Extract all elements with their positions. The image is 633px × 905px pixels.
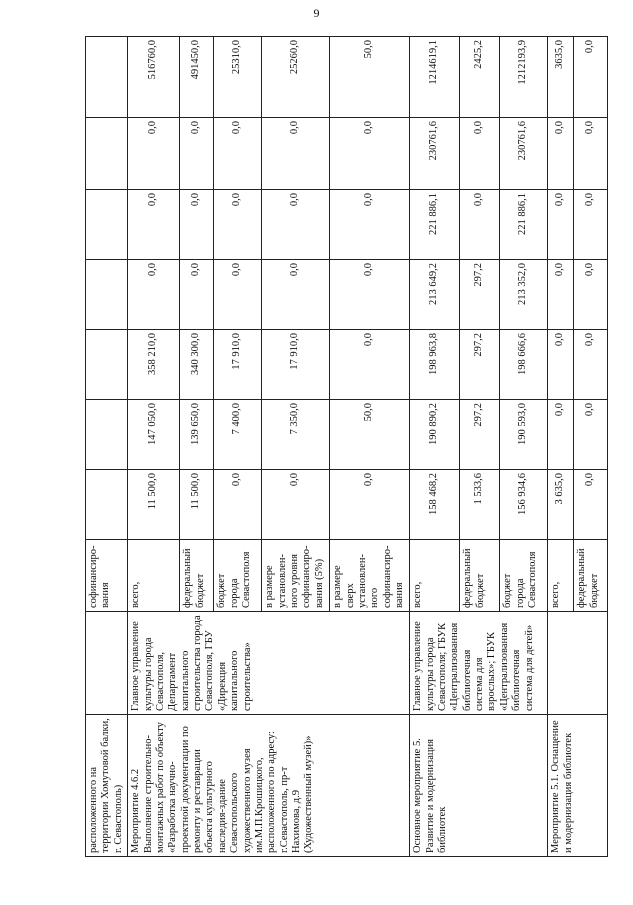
source-cell: бюджет города Севастополя [214,540,262,612]
value-cell: 340 300,0 [180,330,214,400]
value-cell: 0,0 [330,190,410,260]
value-cell: 230761,6 [500,118,548,190]
value-cell: 0,0 [548,190,574,260]
source-cell: в размере сверх установлен-ного софинансиро-вания [330,540,410,612]
value-cell: 0,0 [214,470,262,540]
value-cell: 25310,0 [214,37,262,118]
value-cell: 0,0 [262,118,330,190]
source-cell: всего, [548,540,574,612]
value-cell: 50,0 [330,400,410,470]
value-cell: 0,0 [574,470,608,540]
value-cell: 147 050,0 [128,400,180,470]
rotated-table-content [85,37,605,857]
value-cell: 0,0 [262,470,330,540]
value-cell: 158 468,2 [410,470,460,540]
value-cell: 0,0 [548,400,574,470]
value-cell [86,330,128,400]
value-cell: 297,2 [460,260,500,330]
measure-cell: Мероприятие 4.6.2 Выполнение строительно-монтажных работ по объекту «Разработка научно-проектной документации по ремонту и реставрации объекта культурного наследия-здание Севастопольского художественного музея им.М.П.Крошицкого, расположенного по адресу: г.Севастополь, пр-т Нахимова, д.9 (Художественный музей)» [128,715,410,857]
value-cell: 0,0 [460,118,500,190]
table-row [128,37,180,857]
source-cell: федеральный бюджет [180,540,214,612]
source-cell: всего, [410,540,460,612]
value-cell [86,400,128,470]
value-cell: 516760,0 [128,37,180,118]
value-cell: 297,2 [460,400,500,470]
value-cell: 0,0 [330,470,410,540]
value-cell: 17 910,0 [214,330,262,400]
value-cell: 230761,6 [410,118,460,190]
value-cell: 0,0 [330,330,410,400]
table-row [410,37,460,857]
value-cell: 0,0 [574,260,608,330]
measure-cell: Мероприятие 5.1. Оснащение и модернизация библиотек [548,715,608,857]
value-cell: 297,2 [460,330,500,400]
value-cell: 156 934,6 [500,470,548,540]
value-cell: 25260,0 [262,37,330,118]
value-cell: 0,0 [460,190,500,260]
value-cell [86,37,128,118]
executor-cell [86,612,128,715]
value-cell: 3 635,0 [548,470,574,540]
source-cell: всего, [128,540,180,612]
value-cell: 213 352,0 [500,260,548,330]
value-cell: 0,0 [548,330,574,400]
value-cell: 0,0 [128,190,180,260]
value-cell: 221 886,1 [500,190,548,260]
value-cell [86,260,128,330]
value-cell: 0,0 [262,260,330,330]
value-cell: 190 890,2 [410,400,460,470]
value-cell: 358 210,0 [128,330,180,400]
source-cell: бюджет города Севастополя [500,540,548,612]
value-cell: 1212193,9 [500,37,548,118]
table-row [86,37,128,857]
value-cell: 0,0 [128,260,180,330]
value-cell: 0,0 [574,37,608,118]
value-cell: 0,0 [574,118,608,190]
value-cell: 7 350,0 [262,400,330,470]
value-cell: 11 500,0 [128,470,180,540]
value-cell: 190 593,0 [500,400,548,470]
value-cell: 0,0 [180,260,214,330]
value-cell: 1214619,1 [410,37,460,118]
source-cell: софинансиро-вания [86,540,128,612]
executor-cell [548,612,608,715]
value-cell: 0,0 [574,190,608,260]
executor-cell: Главное управление культуры города Севастополя; ГБУК «Централизованная библиотечная система для взрослых»; ГБУК «Централизованная библиотечная система для детей» [410,612,548,715]
source-cell: федеральный бюджет [460,540,500,612]
value-cell: 0,0 [330,118,410,190]
value-cell: 0,0 [128,118,180,190]
value-cell: 198 666,6 [500,330,548,400]
value-cell: 3635,0 [548,37,574,118]
value-cell: 491450,0 [180,37,214,118]
value-cell: 0,0 [214,118,262,190]
value-cell: 0,0 [548,118,574,190]
page-number: 9 [313,6,320,20]
source-cell: в размере установлен-ного уровня софинансиро-вания (5%) [262,540,330,612]
value-cell: 0,0 [574,400,608,470]
value-cell: 50,0 [330,37,410,118]
value-cell: 0,0 [548,260,574,330]
value-cell: 139 650,0 [180,400,214,470]
value-cell [86,190,128,260]
value-cell: 17 910,0 [262,330,330,400]
value-cell: 0,0 [180,118,214,190]
value-cell: 0,0 [214,260,262,330]
value-cell: 213 649,2 [410,260,460,330]
value-cell: 2425,2 [460,37,500,118]
value-cell: 11 500,0 [180,470,214,540]
value-cell [86,118,128,190]
value-cell: 0,0 [574,330,608,400]
value-cell: 221 886,1 [410,190,460,260]
measure-cell: расположенного на территории Хомутовой балки, г. Севастополь) [86,715,128,857]
value-cell: 0,0 [262,190,330,260]
value-cell: 0,0 [330,260,410,330]
value-cell [86,470,128,540]
budget-table [85,36,608,857]
executor-cell: Главное управление культуры города Севастополя, Департамент капитального строительства города Севастополя, ГБУ «Дирекция капитального строительства» [128,612,410,715]
table-row [548,37,574,857]
rotated-table-frame [85,37,605,857]
value-cell: 0,0 [180,190,214,260]
source-cell: федеральный бюджет [574,540,608,612]
value-cell: 0,0 [214,190,262,260]
value-cell: 198 963,8 [410,330,460,400]
measure-cell: Основное мероприятие 5. Развитие и модернизация библиотек [410,715,548,857]
value-cell: 7 400,0 [214,400,262,470]
value-cell: 1 533,6 [460,470,500,540]
